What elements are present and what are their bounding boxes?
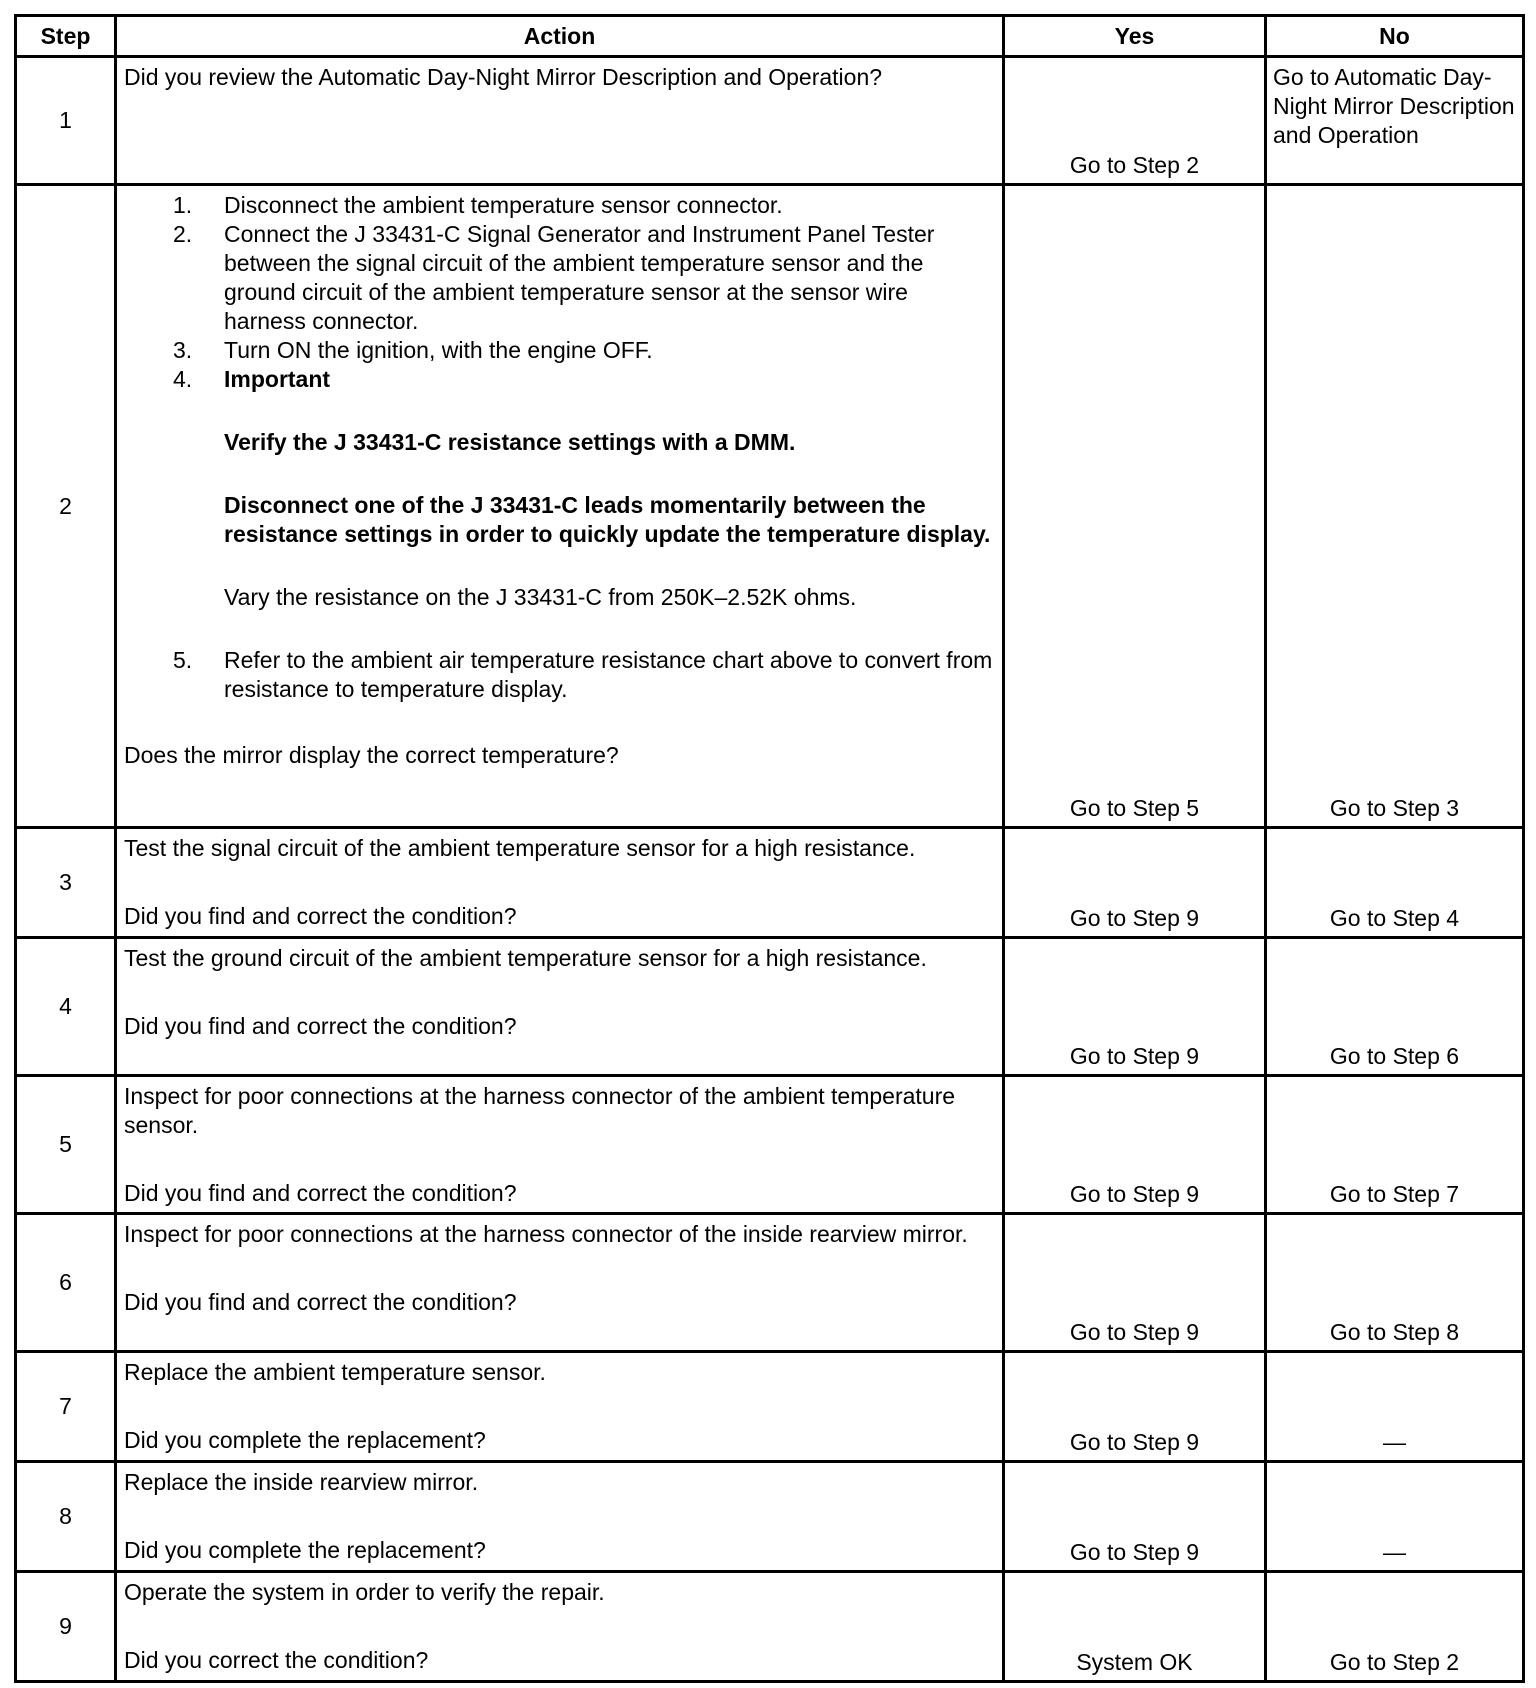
yes-cell: Go to Step 9 <box>1004 1214 1266 1352</box>
table-row <box>16 185 1524 828</box>
vary-resistance-note: Vary the resistance on the J 33431-C from 250K–2.52K ohms. <box>224 584 857 610</box>
no-cell: Go to Step 8 <box>1266 1214 1524 1352</box>
important-heading: Important <box>224 366 331 392</box>
action-text: Inspect for poor connections at the harness connector of the inside rearview mirror. <box>124 1221 968 1247</box>
step-number: 6 <box>16 1214 116 1352</box>
action-text: Operate the system in order to verify the repair. <box>124 1579 605 1605</box>
action-cell <box>116 185 1004 828</box>
yes-cell: Go to Step 9 <box>1004 938 1266 1076</box>
action-cell <box>116 828 1004 938</box>
header-no: No <box>1266 16 1524 57</box>
diagnostic-table <box>14 14 1525 1683</box>
no-cell: Go to Step 4 <box>1266 828 1524 938</box>
yes-cell: Go to Step 9 <box>1004 1076 1266 1214</box>
action-text: Test the signal circuit of the ambient temperature sensor for a high resistance. <box>124 835 916 861</box>
table-row <box>16 57 1524 185</box>
list-item: 5. Refer to the ambient air temperature resistance chart above to convert from resistance to temperature display. <box>173 647 993 702</box>
list-item-important: 4. Important Verify the J 33431-C resistance settings with a DMM. Disconnect one of the J 33431-C leads momentarily between the resistance settings in order to quickly update the temperature display. Vary the resistance on the J 33431-C from 250K–2.52K ohms. <box>124 365 995 612</box>
yes-cell: System OK <box>1004 1572 1266 1682</box>
step-number: 9 <box>16 1572 116 1682</box>
header-row <box>16 16 1524 57</box>
no-cell: — <box>1266 1352 1524 1462</box>
yes-cell: Go to Step 5 <box>1004 185 1266 828</box>
action-cell <box>116 1214 1004 1352</box>
action-cell <box>116 1462 1004 1572</box>
list-item: 1. Disconnect the ambient temperature sensor connector. <box>173 192 783 218</box>
action-cell <box>116 1352 1004 1462</box>
step-number: 7 <box>16 1352 116 1462</box>
action-cell <box>116 938 1004 1076</box>
important-note-1: Verify the J 33431-C resistance settings with a DMM. <box>224 429 796 455</box>
question-text: Did you complete the replacement? <box>124 1537 486 1563</box>
action-text: Test the ground circuit of the ambient temperature sensor for a high resistance. <box>124 945 927 971</box>
question-text: Did you find and correct the condition? <box>124 903 517 929</box>
action-text: Replace the inside rearview mirror. <box>124 1469 479 1495</box>
header-action: Action <box>116 16 1004 57</box>
no-cell: Go to Step 7 <box>1266 1076 1524 1214</box>
step-number: 8 <box>16 1462 116 1572</box>
list-item: 2. Connect the J 33431-C Signal Generator and Instrument Panel Tester between the signal circuit of the ambient temperature sensor and the ground circuit of the ambient temperature sensor at the sensor wire harness connector. <box>173 221 935 334</box>
step-number: 1 <box>16 57 116 185</box>
action-text: Replace the ambient temperature sensor. <box>124 1359 546 1385</box>
question-text: Did you correct the condition? <box>124 1647 429 1673</box>
header-yes: Yes <box>1004 16 1266 57</box>
question-text: Did you find and correct the condition? <box>124 1289 517 1315</box>
table-row <box>16 1572 1524 1682</box>
yes-cell: Go to Step 9 <box>1004 1352 1266 1462</box>
action-cell <box>116 57 1004 185</box>
no-cell: Go to Step 6 <box>1266 938 1524 1076</box>
question-text: Did you find and correct the condition? <box>124 1013 517 1039</box>
step-number: 5 <box>16 1076 116 1214</box>
no-cell: — <box>1266 1462 1524 1572</box>
action-text: Did you review the Automatic Day-Night Mirror Description and Operation? <box>124 64 883 90</box>
yes-cell: Go to Step 9 <box>1004 828 1266 938</box>
important-note-2: Disconnect one of the J 33431-C leads momentarily between the resistance settings in order to quickly update the temperature display. <box>224 492 991 547</box>
step-number: 4 <box>16 938 116 1076</box>
table-row <box>16 1462 1524 1572</box>
table-row <box>16 938 1524 1076</box>
list-item: 3. Turn ON the ignition, with the engine OFF. <box>173 337 653 363</box>
no-cell: Go to Step 2 <box>1266 1572 1524 1682</box>
step-number: 3 <box>16 828 116 938</box>
header-step: Step <box>16 16 116 57</box>
question-text: Did you complete the replacement? <box>124 1427 486 1453</box>
procedure-list <box>124 191 995 704</box>
yes-cell: Go to Step 2 <box>1004 57 1266 185</box>
action-cell <box>116 1572 1004 1682</box>
table-row <box>16 1352 1524 1462</box>
action-text: Inspect for poor connections at the harness connector of the ambient temperature sensor. <box>124 1083 956 1138</box>
table-row <box>16 1076 1524 1214</box>
step-number: 2 <box>16 185 116 828</box>
table-row <box>16 1214 1524 1352</box>
no-cell: Go to Step 3 <box>1266 185 1524 828</box>
question-text: Did you find and correct the condition? <box>124 1180 517 1206</box>
question-text: Does the mirror display the correct temperature? <box>124 742 619 768</box>
table-row <box>16 828 1524 938</box>
yes-cell: Go to Step 9 <box>1004 1462 1266 1572</box>
action-cell <box>116 1076 1004 1214</box>
no-cell: Go to Automatic Day-Night Mirror Description and Operation <box>1266 57 1524 185</box>
